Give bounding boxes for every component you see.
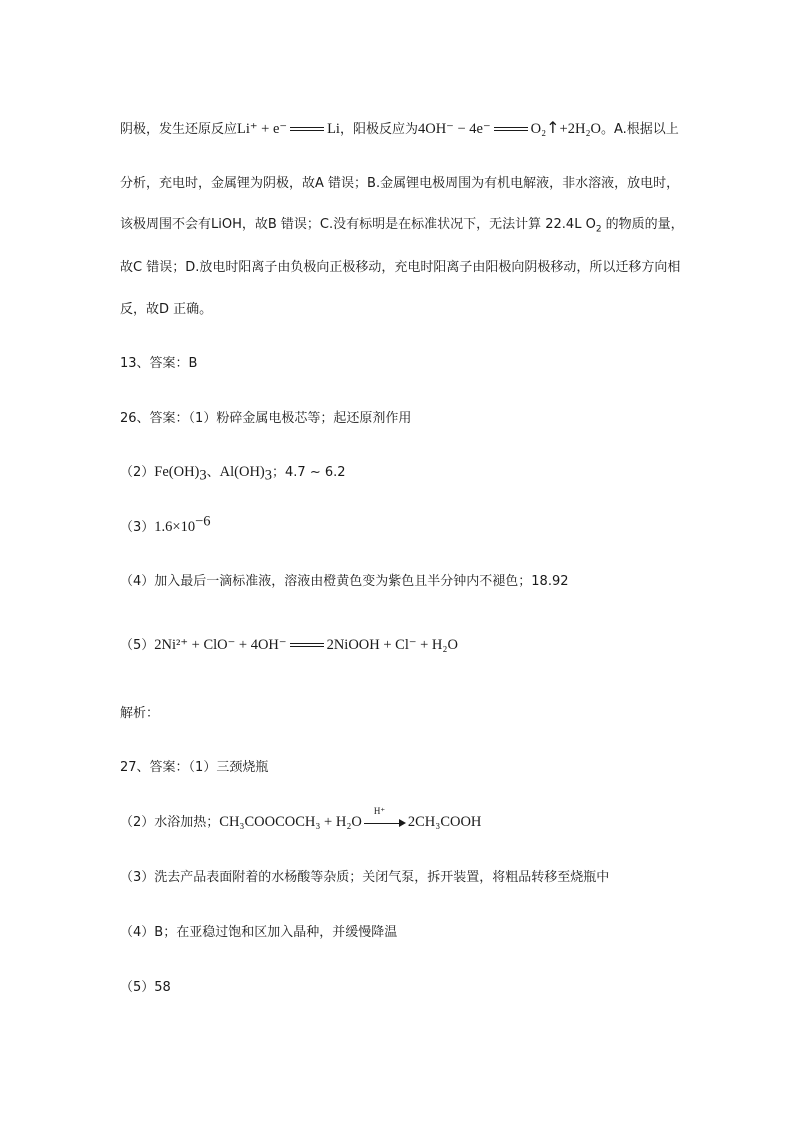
paragraph-line-4: 故C 错误；D.放电时阳离子由负极向正极移动，充电时阳离子由阳极向阴极移动，所以迁移方向相: [120, 260, 681, 275]
gas-arrow-icon: ↑: [546, 118, 560, 137]
formula: Li: [327, 121, 340, 137]
reaction-arrow-icon: [364, 806, 406, 829]
answer-26-3: [120, 513, 211, 536]
paragraph-line-5: 反，故D 正确。: [120, 302, 213, 317]
answer-26-1: 26、答案：（1）粉碎金属电极芯等；起还原剂作用: [120, 411, 412, 426]
exponent: −6: [195, 513, 211, 530]
text: 该极周围不会有LiOH，故B 错误；C.没有标明是在标准状况下，无法计算 22.4L O: [120, 217, 596, 232]
formula: O₂: [530, 121, 547, 137]
separator: 、: [206, 465, 220, 480]
text: 。A.根据以上: [600, 122, 679, 137]
subscript: 3: [199, 467, 207, 484]
text: （2）水浴加热；: [120, 815, 220, 830]
paragraph-line-2: 分析，充电时，金属锂为阴极，故A 错误；B.金属锂电极周围为有机电解液，非水溶液，放电时，: [120, 176, 680, 191]
item-number: （2）: [120, 465, 155, 480]
paragraph-line-3: [120, 213, 684, 235]
answer-27-3: （3）洗去产品表面附着的水杨酸等杂质；关闭气泵，拆开装置，将粗品转移至烧瓶中: [120, 870, 610, 885]
catalyst-label: H⁺: [373, 806, 386, 816]
item-number: （3）: [120, 520, 155, 535]
formula: CH₃COOCOCH₃ + H₂O: [219, 814, 362, 830]
analysis-label: 解析：: [120, 706, 160, 721]
answer-26-5: [120, 634, 458, 654]
formula: Li⁺ + e⁻: [237, 121, 288, 137]
answer-27-2: [120, 806, 482, 831]
subscript: 3: [264, 467, 273, 484]
answer-27-5: （5）58: [120, 980, 171, 995]
answer-27-4: （4）B；在亚稳过饱和区加入晶种，并缓慢降温: [120, 925, 398, 940]
formula: 2NiOOH + Cl⁻ + H₂O: [326, 637, 458, 653]
formula: 4OH⁻ − 4e⁻: [417, 121, 491, 137]
formula: 2CH₃COOH: [407, 814, 482, 830]
answer-26-2: [120, 461, 346, 484]
formula: Fe(OH): [154, 464, 200, 480]
text: 阴极，发生还原反应: [120, 122, 238, 137]
text: 的物质的量，: [601, 217, 684, 232]
answer-27-1: 27、答案：（1）三颈烧瓶: [120, 760, 269, 775]
equals-sign: [290, 645, 324, 647]
answer-13: 13、答案：B: [120, 356, 198, 371]
paragraph-line-1: [120, 118, 679, 138]
answer-26-4: （4）加入最后一滴标准液，溶液由橙黄色变为紫色且半分钟内不褪色；18.92: [120, 574, 569, 589]
text: ；4.7 ~ 6.2: [272, 465, 346, 480]
text: ，阳极反应为: [339, 122, 418, 137]
value: 1.6×10: [154, 519, 196, 535]
equals-sign: [494, 129, 528, 131]
formula: 2Ni²⁺ + ClO⁻ + 4OH⁻: [154, 637, 287, 653]
formula: Al(OH): [219, 464, 265, 480]
formula: +2H₂O: [559, 121, 601, 137]
subscript: 2: [595, 224, 602, 235]
item-number: （5）: [120, 638, 155, 653]
equals-sign: [290, 129, 324, 131]
